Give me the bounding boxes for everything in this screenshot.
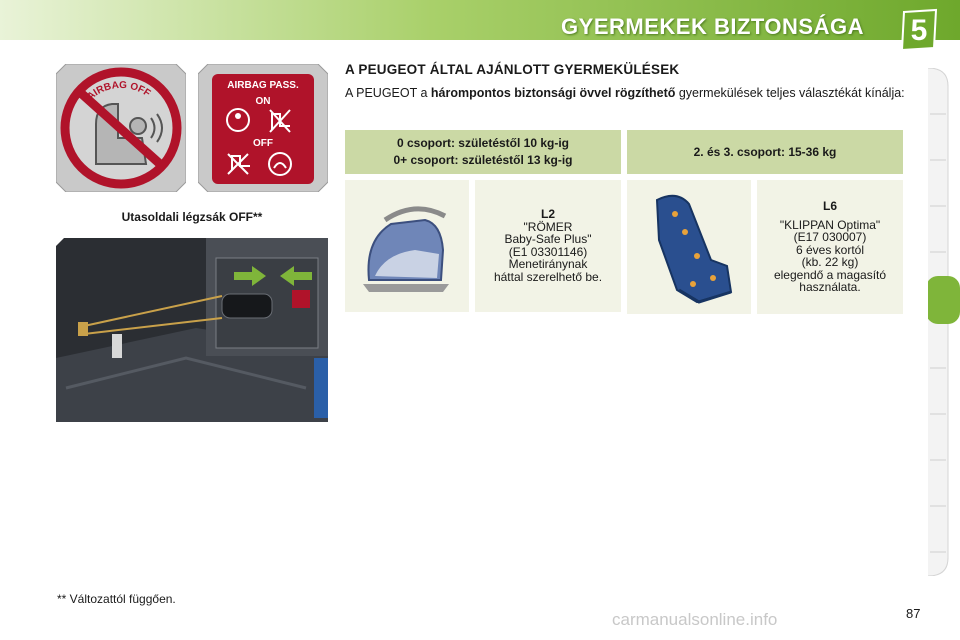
seat-l2-image-cell: [345, 180, 469, 312]
seat-l2-line: "RÖMER: [523, 219, 573, 234]
group-0-header: [345, 130, 621, 174]
seat-l6-line: használata.: [799, 280, 861, 294]
group-2-3-line1: 2. és 3. csoport: 15-36 kg: [693, 144, 837, 159]
seat-l6-line: elegendő a magasító: [773, 267, 887, 282]
airbag-pass-label-pictogram: [198, 64, 328, 192]
group-0-line2: 0+ csoport: születéstől 13 kg-ig: [393, 153, 573, 167]
chapter-tab-rail: [928, 68, 960, 576]
group-0-line1: 0 csoport: születéstől 10 kg-ig: [396, 136, 570, 150]
airbag-off-caption: Utasoldali légzsák OFF**: [121, 210, 263, 224]
seat-l6-image-cell: [627, 180, 751, 314]
section-title: A PEUGEOT ÁLTAL AJÁNLOTT GYERMEKÜLÉSEK: [345, 62, 680, 77]
footnote: ** Változattól függően.: [57, 592, 176, 606]
intro-suffix: gyermekülések teljes választékát kínálja:: [675, 86, 905, 100]
airbag-pass-text: AIRBAG PASS.: [227, 80, 299, 91]
airbag-off-pictogram: [56, 64, 186, 192]
page-title: GYERMEKEK BIZTONSÁGA: [561, 14, 864, 39]
seat-l2-description: [475, 180, 621, 312]
seat-l6-line: "KLIPPAN Optima": [779, 217, 881, 232]
intro-bold: hárompontos biztonsági övvel rögzíthető: [430, 86, 676, 100]
seat-l2-line: Baby-Safe Plus": [504, 232, 592, 246]
group-2-3-header: [627, 130, 903, 174]
baby-carrier-image: [345, 180, 469, 312]
seat-l2-code: L2: [540, 207, 555, 221]
booster-seat-image: [627, 180, 751, 314]
watermark: carmanualsonline.info: [612, 610, 778, 629]
intro-paragraph: [345, 86, 907, 100]
off-text: OFF: [253, 138, 273, 149]
seat-l6-line: (kb. 22 kg): [801, 255, 859, 269]
airbag-switch-photo: [56, 238, 328, 422]
seat-l6-code: L6: [822, 199, 837, 213]
seat-l2-line: háttal szerelhető be.: [493, 269, 603, 284]
active-chapter-tab[interactable]: [928, 276, 960, 324]
on-text: ON: [255, 96, 271, 107]
seat-l6-description: [757, 180, 903, 314]
page-number: 87: [906, 606, 921, 621]
seat-l6-line: (E17 030007): [793, 230, 867, 244]
seat-l2-line: Menetiránynak: [508, 257, 588, 271]
airbag-off-text: AIRBAG OFF: [85, 79, 153, 103]
seat-l6-line: 6 éves kortól: [795, 242, 865, 257]
header-band: [0, 0, 960, 48]
seat-l2-line: (E1 03301146): [508, 244, 588, 259]
chapter-number: 5: [910, 14, 928, 47]
intro-prefix: A PEUGEOT a: [345, 86, 431, 100]
